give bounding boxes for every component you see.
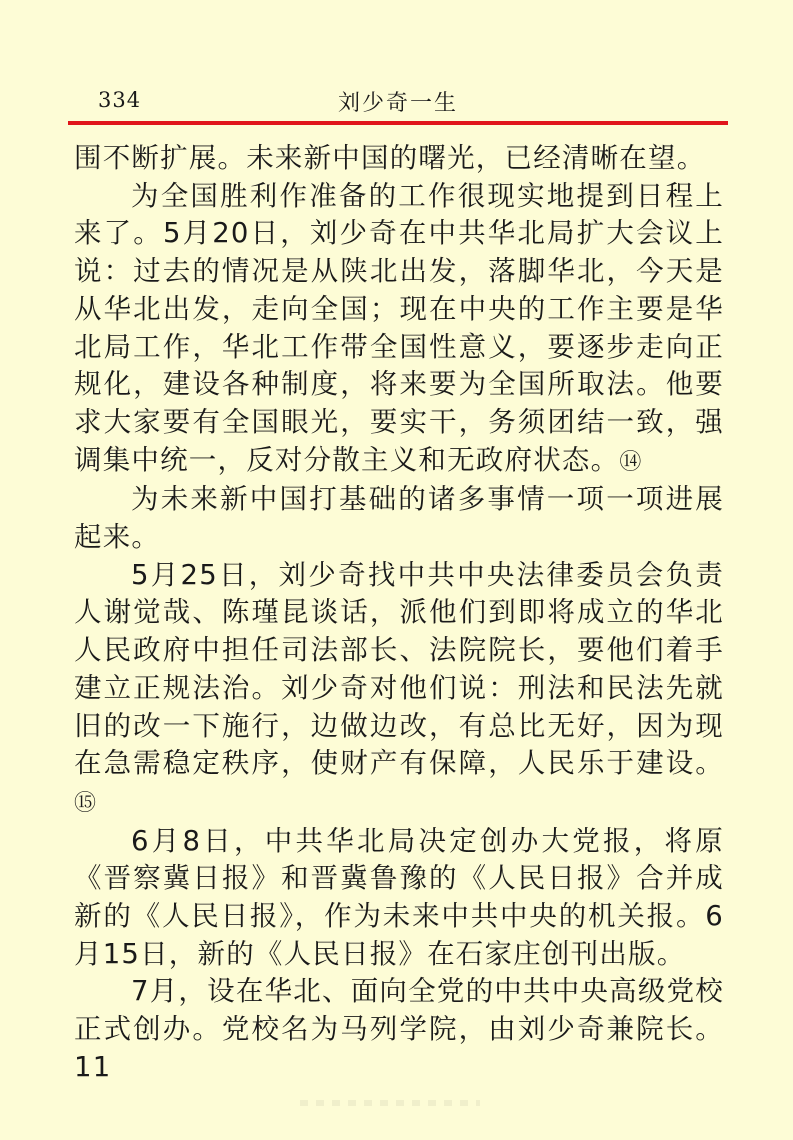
paragraph-2 [74,178,724,482]
running-title: 刘少奇一生 [337,91,458,116]
footnote-marker[interactable]: ⑮ [74,790,98,816]
body-text [74,140,724,1087]
paragraph-text: 为未来新中国打基础的诸多事情一项一项进展起来。 [74,483,724,554]
paragraph-text: 6月8日，中共华北局决定创办大党报，将原《晋察冀日报》和晋冀鲁豫的《人民日报》合并成新的《人民日报》，作为未来中共中央的机关报。6月15日，新的《人民日报》在石家庄创刊出版。 [74,824,724,970]
header-rule [68,121,728,125]
paragraph-1 [74,140,724,178]
paragraph-3 [74,481,724,556]
paragraph-text: 5月25日，刘少奇找中共中央法律委员会负责人谢觉哉、陈瑾昆谈话，派他们到即将成立的华北人民政府中担任司法部长、法院院长，要他们着手建立正规法治。刘少奇对他们说：刑法和民法先就旧的改一下施行，边做边改，有总比无好，因为现在急需稳定秩序，使财产有保障，人民乐于建设。 [74,558,724,780]
paragraph-6 [74,973,724,1086]
paragraph-text: 7月，设在华北、面向全党的中共中央高级党校正式创办。党校名为马列学院，由刘少奇兼院长。11 [74,975,724,1083]
paragraph-5 [74,823,724,974]
page-header [68,84,728,118]
paragraph-4 [74,557,724,823]
footnote-marker[interactable]: ⑭ [619,449,643,475]
page-number: 334 [98,88,142,112]
bleed-through-text [300,1100,480,1106]
paragraph-text: 为全国胜利作准备的工作很现实地提到日程上来了。5月20日，刘少奇在中共华北局扩大会议上说：过去的情况是从陕北出发，落脚华北，今天是从华北出发，走向全国；现在中央的工作主要是华北局工作，华北工作带全国性意义，要逐步走向正规化，建设各种制度，将来要为全国所取法。他要求大家要有全国眼光，要实干，务须团结一致，强调集中统一，反对分散主义和无政府状态。 [74,179,724,476]
paragraph-text: 围不断扩展。未来新中国的曙光，已经清晰在望。 [74,142,706,174]
